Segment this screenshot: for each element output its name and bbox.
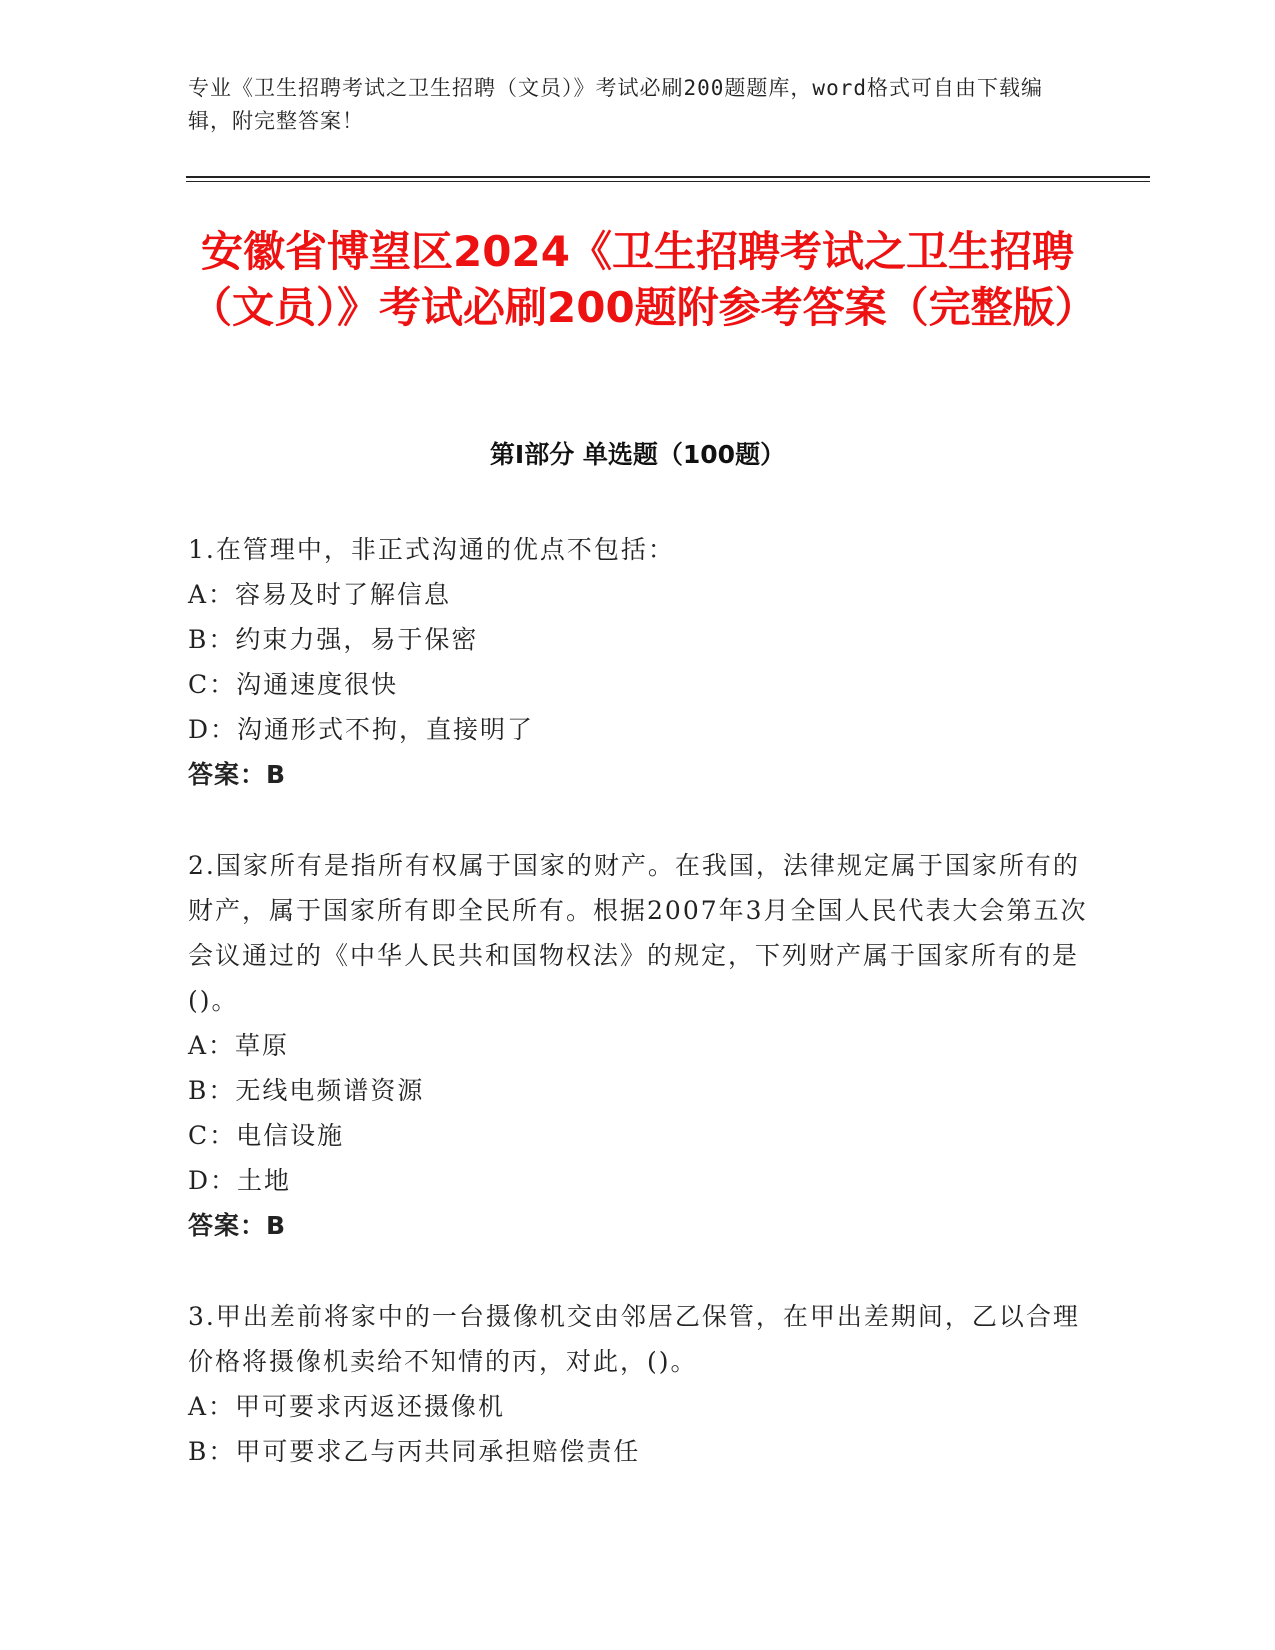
option-b: B：甲可要求乙与丙共同承担赔偿责任 [188, 1437, 641, 1466]
option-c: C：沟通速度很快 [188, 670, 399, 699]
option-a: A：甲可要求丙返还摄像机 [188, 1392, 506, 1421]
question-stem: 1.在管理中，非正式沟通的优点不包括： [188, 535, 675, 564]
option-d: D：土地 [188, 1166, 292, 1195]
question-2 [188, 843, 1088, 1248]
option-b: B：无线电频谱资源 [188, 1076, 425, 1105]
option-a: A：容易及时了解信息 [188, 580, 452, 609]
question-list [188, 527, 1088, 1520]
section-title: 第Ⅰ部分 单选题（100题） [489, 440, 786, 469]
question-3 [188, 1294, 1088, 1474]
option-a: A：草原 [188, 1031, 290, 1060]
header-note: 专业《卫生招聘考试之卫生招聘（文员）》考试必刷200题题库，word格式可自由下载编辑，附完整答案！ [188, 76, 1043, 133]
question-stem: 3.甲出差前将家中的一台摄像机交由邻居乙保管，在甲出差期间，乙以合理价格将摄像机卖给不知情的丙，对此，()。 [188, 1302, 1080, 1376]
option-b: B：约束力强，易于保密 [188, 625, 479, 654]
answer: 答案：B [188, 760, 287, 789]
question-1 [188, 527, 1088, 797]
option-c: C：电信设施 [188, 1121, 345, 1150]
option-d: D：沟通形式不拘，直接明了 [188, 715, 535, 744]
header-divider-thin [186, 181, 1150, 182]
answer: 答案：B [188, 1211, 287, 1240]
document-title: 安徽省博望区2024《卫生招聘考试之卫生招聘（文员）》考试必刷200题附参考答案（完整版） [190, 227, 1097, 332]
header-divider [186, 176, 1150, 178]
question-stem: 2.国家所有是指所有权属于国家的财产。在我国，法律规定属于国家所有的财产，属于国家所有即全民所有。根据2007年3月全国人民代表大会第五次会议通过的《中华人民共和国物权法》的规定，下列财产属于国家所有的是()。 [188, 851, 1088, 1015]
